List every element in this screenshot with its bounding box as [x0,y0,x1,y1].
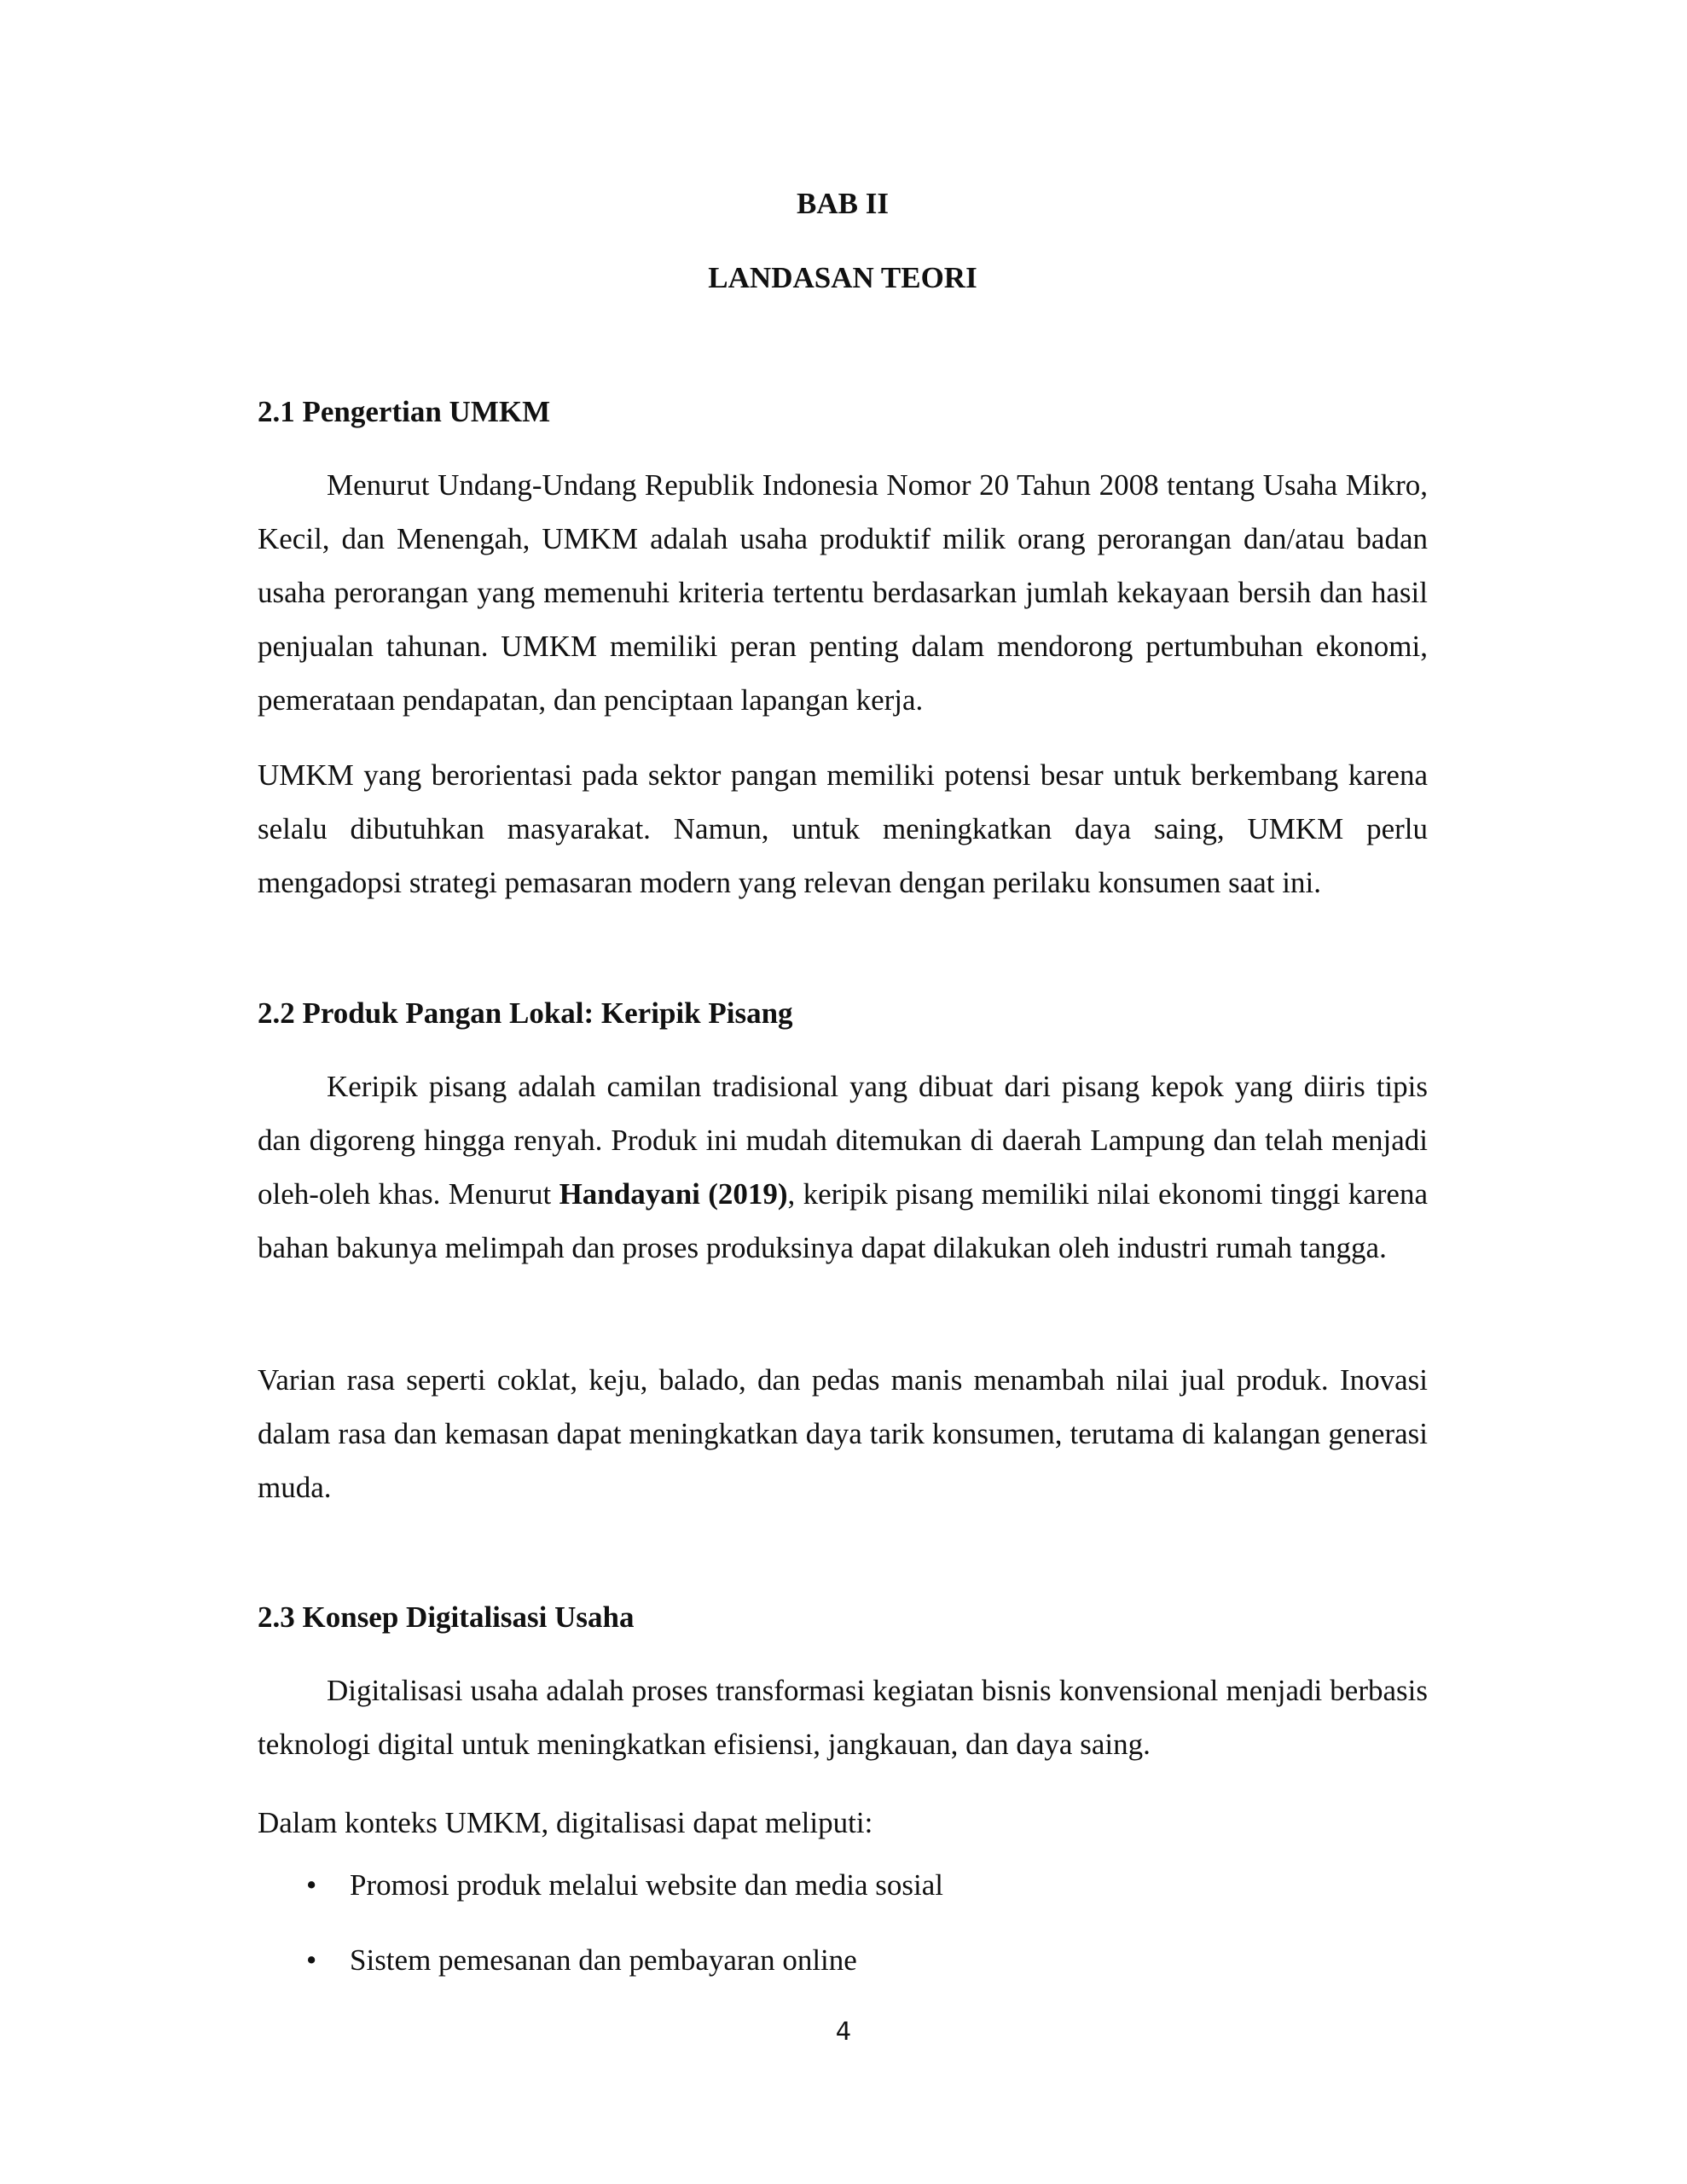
citation: Handayani (2019) [559,1177,788,1211]
digitalization-list [258,1868,1428,2018]
page-number: 4 [835,2017,852,2046]
section-heading-2-3: 2.3 Konsep Digitalisasi Usaha [258,1600,635,1634]
bullet-icon: • [306,1868,317,1902]
section-2-3-paragraph-2: Dalam konteks UMKM, digitalisasi dapat meliputi: [258,1806,873,1839]
section-2-2-paragraph-1 [258,1060,1428,1275]
chapter-title: LANDASAN TEORI [708,261,977,294]
bullet-icon: • [306,1943,317,1977]
section-heading-2-1: 2.1 Pengertian UMKM [258,395,551,428]
paragraph-text: Keripik pisang adalah camilan tradisional yang dibuat dari pisang kepok yang diiris tipis dan digoreng hingga renyah. Produk ini mudah ditemukan di daerah Lampung dan telah menjadi oleh-oleh khas. Menurut [258,1070,1428,1211]
chapter-number: BAB II [797,187,889,220]
section-2-3-paragraph-1: Digitalisasi usaha adalah proses transformasi kegiatan bisnis konvensional menjadi berbasis teknologi digital untuk meningkatkan efisiensi, jangkauan, dan daya saing. [258,1674,1428,1761]
section-2-1-paragraph-1: Menurut Undang-Undang Republik Indonesia Nomor 20 Tahun 2008 tentang Usaha Mikro, Kecil, dan Menengah, UMKM adalah usaha produktif milik orang perorangan dan/atau badan usaha perorangan yang memenuhi kriteria tertentu berdasarkan jumlah kekayaan bersih dan hasil penjualan tahunan. UMKM memiliki peran penting dalam mendorong pertumbuhan ekonomi, pemerataan pendapatan, dan penciptaan lapangan kerja. [258,468,1428,717]
paragraph-text: , keripik pisang memiliki nilai ekonomi tinggi karena bahan bakunya melimpah dan proses produksinya dapat dilakukan oleh industri rumah tangga. [258,1177,1428,1264]
list-item-text: Promosi produk melalui website dan media sosial [350,1868,944,1902]
section-heading-2-2: 2.2 Produk Pangan Lokal: Keripik Pisang [258,996,793,1030]
list-item [258,1868,1428,1902]
section-2-1-paragraph-2: UMKM yang berorientasi pada sektor pangan memiliki potensi besar untuk berkembang karena selalu dibutuhkan masyarakat. Namun, untuk meningkatkan daya saing, UMKM perlu mengadopsi strategi pemasaran modern yang relevan dengan perilaku konsumen saat ini. [258,758,1428,899]
section-2-2-paragraph-2: Varian rasa seperti coklat, keju, balado, dan pedas manis menambah nilai jual produk. Inovasi dalam rasa dan kemasan dapat meningkatkan daya tarik konsumen, terutama di kalangan generasi muda. [258,1363,1428,1504]
list-item-text: Sistem pemesanan dan pembayaran online [350,1943,857,1977]
list-item [258,1943,1428,1978]
